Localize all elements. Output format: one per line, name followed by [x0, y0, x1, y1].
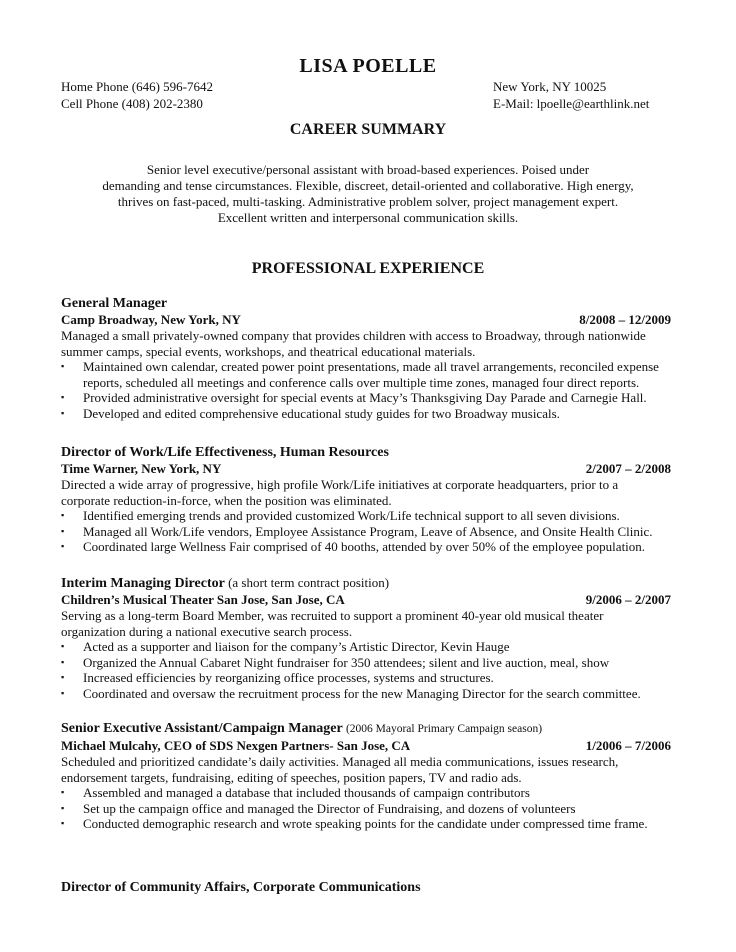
job-organization: Camp Broadway, New York, NY: [61, 312, 241, 327]
job-title: [61, 574, 671, 592]
bullet-text: Conducted demographic research and wrote speaking points for the candidate under compressed time frame.: [83, 816, 648, 831]
job-title: [61, 444, 671, 461]
bullet-item: [61, 359, 671, 390]
bullet-icon: ▪: [61, 361, 65, 371]
bullet-icon: ▪: [61, 541, 65, 551]
bullet-icon: ▪: [61, 802, 65, 813]
bullet-item: [61, 801, 671, 817]
job-title-note: (a short term contract position): [228, 575, 390, 590]
bullet-icon: ▪: [61, 510, 65, 520]
bullet-text: Managed all Work/Life vendors, Employee Assistance Program, Leave of Absence, and Onsite Health Clinic.: [83, 523, 653, 539]
job-entry: [61, 720, 671, 832]
bullet-item: [61, 686, 671, 702]
job-description-line: corporate reduction-in-force, when the position was eliminated.: [61, 492, 392, 508]
job-title-text: Senior Executive Assistant/Campaign Manager: [61, 721, 343, 736]
job-entry: [61, 295, 671, 421]
job-org-line: [61, 461, 671, 477]
job-title-note: (2006 Mayoral Primary Campaign season): [345, 723, 543, 735]
job-bullets: [61, 359, 671, 421]
job-org-line: [61, 312, 671, 328]
job-title-text: Director of Work/Life Effectiveness, Human Resources: [61, 445, 389, 460]
job-title: [61, 295, 671, 312]
bullet-item: [61, 406, 671, 422]
bullet-icon: ▪: [61, 407, 65, 418]
bullet-item: [61, 539, 671, 555]
bullet-item: [61, 639, 671, 655]
summary-line: demanding and tense circumstances. Flexible, discreet, detail-oriented and collaborative. High energy,: [102, 178, 634, 193]
home-phone: Home Phone (646) 596-7642: [61, 79, 214, 94]
applicant-name: LISA POELLE: [299, 55, 437, 77]
bullet-icon: ▪: [61, 818, 65, 828]
bullet-text: Coordinated and oversaw the recruitment process for the new Managing Director for the search committee.: [83, 685, 641, 701]
job-description: [61, 608, 671, 639]
bullet-item: [61, 655, 671, 671]
job-title-text: Director of Community Affairs, Corporate Communications: [61, 880, 421, 895]
career-summary-text: [80, 162, 656, 226]
bullet-icon: ▪: [61, 392, 65, 402]
job-org-line: [61, 592, 671, 608]
job-description: [61, 754, 671, 785]
job-description: [61, 328, 671, 359]
bullet-text: Increased efficiencies by reorganizing office processes, systems and structures.: [83, 670, 494, 685]
job-description-line: organization during a national executive search process.: [61, 623, 353, 639]
bullet-text-continued: reports, scheduled all meetings and conference calls over multiple time zones, managed four direct reports.: [83, 374, 640, 390]
job-description-line: summer camps, special events, workshops, and theatrical educational materials.: [61, 343, 476, 359]
job-title-text: General Manager: [61, 296, 168, 311]
career-summary-heading: CAREER SUMMARY: [289, 121, 447, 138]
contact-location-email: [493, 78, 649, 112]
bullet-icon: ▪: [61, 525, 65, 536]
bullet-icon: ▪: [61, 672, 65, 682]
job-organization: Children’s Musical Theater San Jose, San Jose, CA: [61, 592, 345, 607]
job-title-text: Interim Managing Director: [61, 576, 225, 591]
job-dates: 8/2008 – 12/2009: [579, 312, 671, 327]
bullet-text: Coordinated large Wellness Fair comprised of 40 booths, attended by over 50% of the employee population.: [83, 539, 646, 554]
job-bullets: [61, 785, 671, 832]
bullet-item: [61, 816, 671, 832]
bullet-text: Acted as a supporter and liaison for the company’s Artistic Director, Kevin Hauge: [83, 639, 510, 654]
job-entry: [61, 444, 671, 555]
job-dates: 1/2006 – 7/2006: [585, 738, 671, 753]
bullet-icon: ▪: [61, 687, 65, 698]
job-bullets: [61, 508, 671, 555]
summary-line: thrives on fast-paced, multi-tasking. Administrative problem solver, project management expert.: [117, 194, 619, 209]
job-organization: Michael Mulcahy, CEO of SDS Nexgen Partners- San Jose, CA: [61, 738, 411, 753]
bullet-item: [61, 785, 671, 801]
job-dates: 2/2007 – 2/2008: [585, 461, 671, 476]
bullet-icon: ▪: [61, 641, 65, 651]
job-description-line: Serving as a long-term Board Member, was recruited to support a prominent 40-year old musical theater: [61, 608, 604, 623]
bullet-text: Provided administrative oversight for special events at Macy’s Thanksgiving Day Parade and Carnegie Hall.: [83, 390, 647, 405]
bullet-text: Assembled and managed a database that included thousands of campaign contributors: [83, 785, 530, 800]
bullet-text: Set up the campaign office and managed the Director of Fundraising, and dozens of volunteers: [83, 800, 576, 816]
cell-phone: Cell Phone (408) 202-2380: [61, 96, 203, 111]
bullet-item: [61, 670, 671, 686]
job-bullets: [61, 639, 671, 701]
job-entry: [61, 879, 671, 896]
location: New York, NY 10025: [493, 79, 607, 94]
job-description-line: Directed a wide array of progressive, high profile Work/Life initiatives at corporate headquarters, prior to a: [61, 477, 619, 492]
bullet-item: [61, 390, 671, 406]
job-description-line: Managed a small privately-owned company that provides children with access to Broadway, through nationwide: [61, 328, 646, 343]
summary-line: Senior level executive/personal assistant with broad-based experiences. Poised under: [146, 162, 590, 177]
job-description-line: endorsement targets, fundraising, editing of speeches, position papers, TV and radio ads.: [61, 769, 522, 785]
job-title: [61, 879, 671, 896]
job-entry: [61, 574, 671, 701]
bullet-item: [61, 524, 671, 540]
bullet-icon: ▪: [61, 787, 65, 797]
bullet-text: Organized the Annual Cabaret Night fundraiser for 350 attendees; silent and live auction, meal, show: [83, 654, 610, 670]
bullet-text: Identified emerging trends and provided customized Work/Life technical support to all seven divisions.: [83, 508, 620, 523]
job-description-line: Scheduled and prioritized candidate’s daily activities. Managed all media communications, issues research,: [61, 754, 619, 769]
job-organization: Time Warner, New York, NY: [61, 461, 222, 476]
email: E-Mail: lpoelle@earthlink.net: [493, 96, 650, 111]
bullet-text: Developed and edited comprehensive educational study guides for two Broadway musicals.: [83, 405, 560, 421]
bullet-icon: ▪: [61, 656, 65, 667]
job-description: [61, 477, 671, 508]
job-dates: 9/2006 – 2/2007: [585, 592, 671, 607]
bullet-item: [61, 508, 671, 524]
summary-line: Excellent written and interpersonal communication skills.: [217, 210, 519, 225]
experience-heading: PROFESSIONAL EXPERIENCE: [251, 260, 485, 277]
job-org-line: [61, 738, 671, 754]
job-title: [61, 720, 671, 738]
contact-phones: [61, 78, 213, 112]
bullet-text: Maintained own calendar, created power point presentations, made all travel arrangements, reconciled expense: [83, 359, 659, 374]
